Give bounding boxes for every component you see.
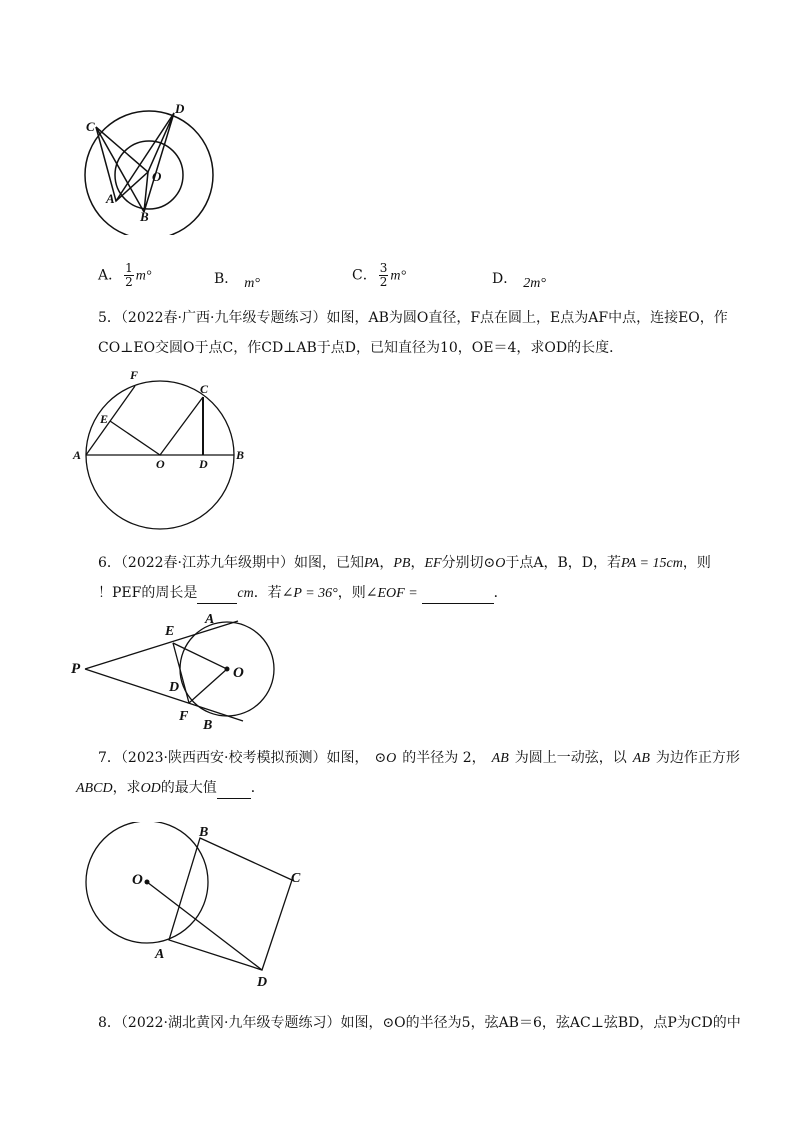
q4-segment-da: [116, 113, 174, 201]
q4-option-d: D． 2m°: [492, 271, 546, 291]
q6-center-dot: [225, 667, 230, 672]
q6-label-e: E: [165, 624, 175, 639]
q7-line1: 7．（2023·陕西西安·校考模拟预测）如图， ⊙O 的半径为 2， AB 为圆上一动弦，以 AB 为边作正方形: [98, 750, 740, 766]
q4-option-b: B． m°: [214, 271, 261, 291]
q5-label-o: O: [156, 457, 165, 471]
q4-triangle-d: [144, 113, 174, 212]
q5-label-c: C: [200, 382, 209, 396]
q5-line1: 5．（2022春·广西·九年级专题练习）如图，AB为圆O直径，F点在圆上，E点为AF中点，连接EO，作: [98, 310, 728, 326]
q6-blank-perimeter[interactable]: [197, 589, 237, 604]
q4-figure: [70, 95, 230, 235]
q4-outer-circle: [85, 111, 213, 235]
q5-line2: CO⊥EO交圆O于点C，作CD⊥AB于点D，已知直径为10，OE＝4，求OD的长度．: [98, 340, 624, 356]
q7-label-c: C: [291, 871, 301, 886]
q5-label-b: B: [236, 448, 245, 462]
q5-label-a: A: [73, 448, 82, 462]
q4-label-a: A: [106, 191, 115, 206]
q7-label-d: D: [257, 975, 268, 990]
q6-tangent-pb: [85, 669, 243, 721]
q7-figure: [75, 822, 320, 992]
q7-line2: ABCD，求OD的最大值 ．: [76, 778, 265, 799]
q6-line1: 6．（2022春·江苏九年级期中）如图，已知PA，PB，EF分别切⊙O于点A，B，D，若PA = 15cm，则: [98, 555, 711, 571]
q8-line1: 8．（2022·湖北黄冈·九年级专题练习）如图，⊙O的半径为5，弦AB＝6，弦AC⊥弦BD，点P为CD的中: [98, 1015, 741, 1031]
q4-option-c: C． $\frac{3}{2}$ m°: [352, 261, 407, 289]
q7-label-a: A: [155, 947, 165, 962]
q4-label-d: D: [175, 101, 185, 116]
q6-label-p: P: [71, 661, 81, 677]
q5-chord-af: [86, 386, 135, 455]
q6-tangent-pa: [85, 621, 238, 669]
q6-label-f: F: [179, 709, 189, 724]
q6-blank-angle[interactable]: [422, 589, 494, 604]
q6-figure: [65, 605, 290, 735]
q6-label-b: B: [203, 718, 213, 733]
q7-square-abcd: [169, 838, 292, 970]
q5-figure: [70, 365, 260, 535]
q7-center-dot: [145, 880, 150, 885]
q5-label-f: F: [130, 368, 139, 382]
q6-label-a: A: [205, 612, 215, 627]
q7-label-o: O: [132, 872, 143, 888]
q4-label-c: C: [86, 119, 95, 134]
q6-line2: ！PEF的周长是 cm．若∠P = 36°，则∠EOF = ．: [98, 583, 508, 604]
q5-segments-eoc: [110, 397, 203, 455]
q6-label-o: O: [233, 665, 244, 681]
q4-option-a: A． $\frac{1}{2}$ m°: [98, 261, 152, 289]
q5-label-e: E: [100, 412, 109, 426]
q4-label-b: B: [140, 209, 149, 224]
q7-label-b: B: [199, 825, 209, 840]
q7-blank-answer[interactable]: [217, 784, 251, 799]
q4-label-o: O: [152, 169, 162, 184]
q6-label-d: D: [169, 680, 180, 695]
q5-label-d: D: [199, 457, 208, 471]
